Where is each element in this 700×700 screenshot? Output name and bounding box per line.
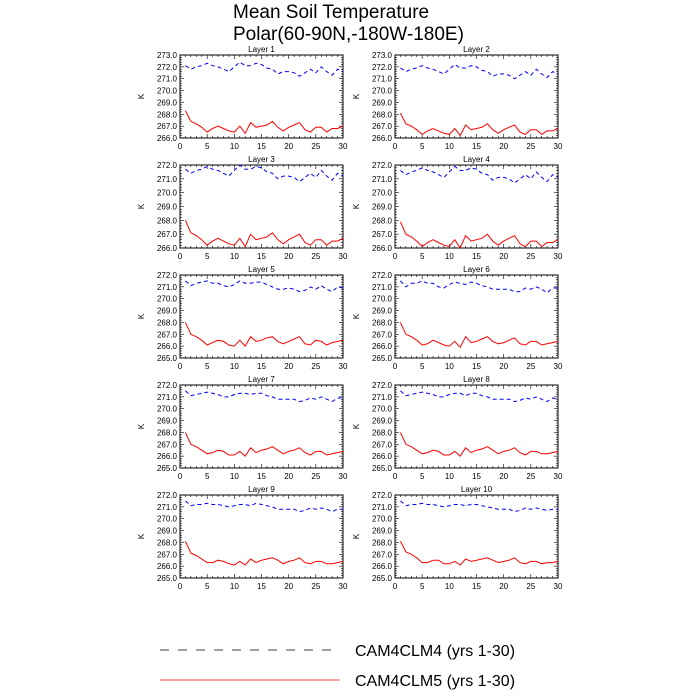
- y-tick-label: 272.0: [371, 62, 392, 72]
- y-tick-label: 266.0: [156, 244, 177, 253]
- panel-title: Layer 4: [463, 155, 490, 164]
- y-tick-label: 270.0: [156, 188, 177, 198]
- x-tick-label: 15: [472, 142, 481, 151]
- x-tick-label: 0: [177, 362, 183, 371]
- x-tick-label: 0: [177, 472, 183, 481]
- y-tick-label: 266.0: [156, 134, 177, 143]
- y-tick-label: 270.0: [371, 86, 392, 96]
- x-tick-label: 10: [229, 362, 239, 371]
- panel-8: [352, 375, 563, 481]
- panel-title: Layer 5: [248, 265, 275, 274]
- y-tick-label: 271.0: [371, 502, 392, 512]
- y-axis-label: K: [352, 423, 361, 430]
- x-tick-label: 10: [444, 142, 454, 151]
- y-tick-label: 265.0: [371, 464, 392, 473]
- x-tick-label: 5: [204, 582, 210, 591]
- y-tick-label: 266.0: [371, 134, 392, 143]
- x-tick-label: 20: [499, 582, 509, 591]
- y-tick-label: 272.0: [156, 491, 177, 500]
- panel-title: Layer 3: [248, 155, 275, 164]
- y-tick-label: 271.0: [371, 282, 392, 292]
- x-tick-label: 25: [526, 252, 536, 261]
- x-tick-label: 5: [419, 362, 425, 371]
- x-tick-label: 25: [526, 582, 536, 591]
- x-tick-label: 0: [177, 582, 183, 591]
- panel-6: [352, 265, 563, 371]
- series-line-cam4clm4: [400, 65, 558, 79]
- y-tick-label: 265.0: [371, 574, 392, 583]
- x-tick-label: 20: [284, 142, 294, 151]
- x-tick-label: 30: [338, 252, 348, 261]
- y-tick-label: 267.0: [371, 330, 392, 340]
- y-tick-label: 269.0: [156, 306, 177, 316]
- x-tick-label: 0: [392, 362, 398, 371]
- y-tick-label: 266.0: [371, 244, 392, 253]
- x-tick-label: 30: [338, 142, 348, 151]
- series-line-cam4clm5: [185, 220, 343, 246]
- y-axis-label: K: [352, 313, 361, 320]
- y-tick-label: 266.0: [371, 342, 392, 352]
- x-tick-label: 10: [444, 472, 454, 481]
- x-tick-label: 5: [204, 252, 210, 261]
- y-tick-label: 270.0: [371, 294, 392, 304]
- x-tick-label: 10: [444, 252, 454, 261]
- series-line-cam4clm4: [400, 391, 558, 402]
- plot-frame: [180, 385, 343, 468]
- y-axis-label: K: [137, 203, 146, 210]
- plot-frame: [180, 495, 343, 578]
- x-tick-label: 30: [553, 582, 563, 591]
- series-line-cam4clm5: [185, 541, 343, 565]
- y-tick-label: 266.0: [156, 452, 177, 462]
- y-axis-label: K: [137, 93, 146, 100]
- panel-7: [137, 375, 348, 481]
- y-tick-label: 272.0: [371, 161, 392, 170]
- y-tick-label: 268.0: [156, 318, 177, 328]
- panel-title: Layer 8: [463, 375, 490, 384]
- panels: [137, 45, 563, 591]
- x-tick-label: 20: [499, 472, 509, 481]
- y-tick-label: 268.0: [371, 538, 392, 548]
- x-tick-label: 15: [257, 472, 266, 481]
- series-line-cam4clm4: [400, 281, 558, 293]
- y-tick-label: 271.0: [156, 282, 177, 292]
- x-tick-label: 0: [392, 582, 398, 591]
- x-tick-label: 5: [204, 142, 210, 151]
- y-tick-label: 270.0: [156, 86, 177, 96]
- x-tick-label: 20: [499, 252, 509, 261]
- y-tick-label: 266.0: [156, 562, 177, 572]
- series-line-cam4clm5: [400, 222, 558, 248]
- series-line-cam4clm4: [185, 62, 343, 76]
- y-tick-label: 268.0: [156, 110, 177, 120]
- y-axis-label: K: [352, 93, 361, 100]
- x-tick-label: 15: [257, 142, 266, 151]
- plot-frame: [395, 385, 558, 468]
- series-line-cam4clm4: [185, 281, 343, 292]
- x-tick-label: 30: [338, 362, 348, 371]
- x-tick-label: 10: [229, 582, 239, 591]
- series-line-cam4clm5: [400, 113, 558, 136]
- x-tick-label: 15: [472, 472, 481, 481]
- y-tick-label: 267.0: [156, 550, 177, 560]
- x-tick-label: 20: [284, 252, 294, 261]
- y-tick-label: 268.0: [156, 538, 177, 548]
- y-tick-label: 269.0: [156, 202, 177, 212]
- legend-label-cam4clm5: CAM4CLM5 (yrs 1-30): [355, 673, 516, 690]
- series-line-cam4clm4: [400, 501, 558, 512]
- panel-title: Layer 1: [248, 45, 275, 54]
- y-tick-label: 273.0: [371, 51, 392, 60]
- series-line-cam4clm5: [400, 322, 558, 347]
- legend-label-cam4clm4: CAM4CLM4 (yrs 1-30): [355, 643, 516, 660]
- panel-2: [352, 45, 563, 151]
- series-line-cam4clm5: [185, 322, 343, 346]
- y-tick-label: 266.0: [371, 562, 392, 572]
- x-tick-label: 25: [311, 362, 321, 371]
- y-tick-label: 265.0: [371, 354, 392, 363]
- y-tick-label: 272.0: [156, 381, 177, 390]
- x-tick-label: 15: [257, 362, 266, 371]
- x-tick-label: 5: [419, 252, 425, 261]
- y-tick-label: 267.0: [156, 330, 177, 340]
- y-tick-label: 269.0: [371, 202, 392, 212]
- panel-title: Layer 7: [248, 375, 275, 384]
- y-tick-label: 267.0: [371, 440, 392, 450]
- y-axis-label: K: [137, 423, 146, 430]
- series-line-cam4clm5: [185, 432, 343, 456]
- x-tick-label: 15: [472, 362, 481, 371]
- x-tick-label: 0: [392, 142, 398, 151]
- x-tick-label: 20: [499, 362, 509, 371]
- y-tick-label: 269.0: [371, 526, 392, 536]
- x-tick-label: 5: [419, 142, 425, 151]
- series-line-cam4clm5: [400, 432, 558, 456]
- y-tick-label: 270.0: [156, 404, 177, 414]
- y-axis-label: K: [352, 203, 361, 210]
- panel-title: Layer 10: [460, 485, 493, 494]
- y-tick-label: 269.0: [156, 526, 177, 536]
- y-tick-label: 268.0: [371, 428, 392, 438]
- y-tick-label: 266.0: [156, 342, 177, 352]
- plot-frame: [395, 495, 558, 578]
- y-tick-label: 271.0: [371, 74, 392, 84]
- x-tick-label: 25: [526, 142, 536, 151]
- chart-title: Mean Soil Temperature: [233, 2, 430, 23]
- x-tick-label: 10: [444, 362, 454, 371]
- x-tick-label: 25: [311, 142, 321, 151]
- series-line-cam4clm4: [185, 165, 343, 182]
- x-tick-label: 5: [204, 362, 210, 371]
- panel-title: Layer 9: [248, 485, 275, 494]
- y-tick-label: 267.0: [156, 230, 177, 240]
- series-line-cam4clm5: [400, 541, 558, 565]
- y-tick-label: 267.0: [156, 440, 177, 450]
- x-tick-label: 5: [419, 582, 425, 591]
- y-tick-label: 271.0: [156, 392, 177, 402]
- x-tick-label: 15: [257, 252, 266, 261]
- x-tick-label: 30: [553, 252, 563, 261]
- plot-frame: [180, 165, 343, 248]
- x-tick-label: 10: [229, 142, 239, 151]
- x-tick-label: 15: [472, 582, 481, 591]
- panel-9: [137, 485, 348, 591]
- y-tick-label: 267.0: [371, 122, 392, 132]
- y-axis-label: K: [137, 533, 146, 540]
- x-tick-label: 5: [204, 472, 210, 481]
- series-line-cam4clm4: [185, 501, 343, 512]
- x-tick-label: 20: [499, 142, 509, 151]
- y-tick-label: 271.0: [371, 392, 392, 402]
- y-tick-label: 265.0: [156, 464, 177, 473]
- y-tick-label: 269.0: [371, 98, 392, 108]
- y-tick-label: 268.0: [371, 216, 392, 226]
- y-axis-label: K: [137, 313, 146, 320]
- x-tick-label: 10: [229, 472, 239, 481]
- y-tick-label: 267.0: [156, 122, 177, 132]
- x-tick-label: 25: [526, 472, 536, 481]
- y-tick-label: 272.0: [371, 381, 392, 390]
- plot-frame: [180, 55, 343, 138]
- legend: [160, 643, 515, 690]
- x-tick-label: 15: [472, 252, 481, 261]
- y-tick-label: 271.0: [156, 174, 177, 184]
- y-tick-label: 265.0: [156, 354, 177, 363]
- y-tick-label: 270.0: [156, 514, 177, 524]
- y-tick-label: 271.0: [156, 502, 177, 512]
- y-tick-label: 268.0: [156, 428, 177, 438]
- y-tick-label: 267.0: [371, 230, 392, 240]
- x-tick-label: 0: [392, 252, 398, 261]
- panel-1: [137, 45, 348, 151]
- x-tick-label: 10: [229, 252, 239, 261]
- series-line-cam4clm4: [400, 166, 558, 183]
- y-tick-label: 268.0: [371, 110, 392, 120]
- y-tick-label: 269.0: [156, 98, 177, 108]
- y-tick-label: 272.0: [156, 271, 177, 280]
- plot-frame: [395, 275, 558, 358]
- x-tick-label: 20: [284, 582, 294, 591]
- y-tick-label: 272.0: [156, 62, 177, 72]
- y-tick-label: 266.0: [371, 452, 392, 462]
- x-tick-label: 30: [553, 472, 563, 481]
- x-tick-label: 5: [419, 472, 425, 481]
- y-tick-label: 269.0: [156, 416, 177, 426]
- panel-title: Layer 6: [463, 265, 490, 274]
- y-tick-label: 270.0: [156, 294, 177, 304]
- chart-subtitle: Polar(60-90N,-180W-180E): [233, 24, 464, 45]
- y-tick-label: 271.0: [156, 74, 177, 84]
- y-axis-label: K: [352, 533, 361, 540]
- x-tick-label: 25: [311, 252, 321, 261]
- x-tick-label: 0: [177, 252, 183, 261]
- x-tick-label: 15: [257, 582, 266, 591]
- x-tick-label: 30: [338, 582, 348, 591]
- x-tick-label: 20: [284, 362, 294, 371]
- y-tick-label: 272.0: [371, 491, 392, 500]
- x-tick-label: 25: [311, 582, 321, 591]
- y-tick-label: 272.0: [371, 271, 392, 280]
- x-tick-label: 10: [444, 582, 454, 591]
- x-tick-label: 20: [284, 472, 294, 481]
- x-tick-label: 0: [177, 142, 183, 151]
- x-tick-label: 30: [553, 362, 563, 371]
- plot-frame: [395, 165, 558, 248]
- x-tick-label: 30: [553, 142, 563, 151]
- y-tick-label: 270.0: [371, 404, 392, 414]
- y-tick-label: 270.0: [371, 188, 392, 198]
- panel-title: Layer 2: [463, 45, 490, 54]
- x-tick-label: 25: [526, 362, 536, 371]
- y-tick-label: 267.0: [371, 550, 392, 560]
- y-tick-label: 269.0: [371, 416, 392, 426]
- y-tick-label: 271.0: [371, 174, 392, 184]
- x-tick-label: 0: [392, 472, 398, 481]
- series-line-cam4clm5: [185, 111, 343, 134]
- y-tick-label: 270.0: [371, 514, 392, 524]
- y-tick-label: 272.0: [156, 161, 177, 170]
- y-tick-label: 265.0: [156, 574, 177, 583]
- x-tick-label: 25: [311, 472, 321, 481]
- series-line-cam4clm4: [185, 391, 343, 402]
- x-tick-label: 30: [338, 472, 348, 481]
- panel-3: [137, 155, 348, 261]
- y-tick-label: 273.0: [156, 51, 177, 60]
- y-tick-label: 268.0: [371, 318, 392, 328]
- panel-4: [352, 155, 563, 261]
- panel-5: [137, 265, 348, 371]
- y-tick-label: 268.0: [156, 216, 177, 226]
- y-tick-label: 269.0: [371, 306, 392, 316]
- panel-10: [352, 485, 563, 591]
